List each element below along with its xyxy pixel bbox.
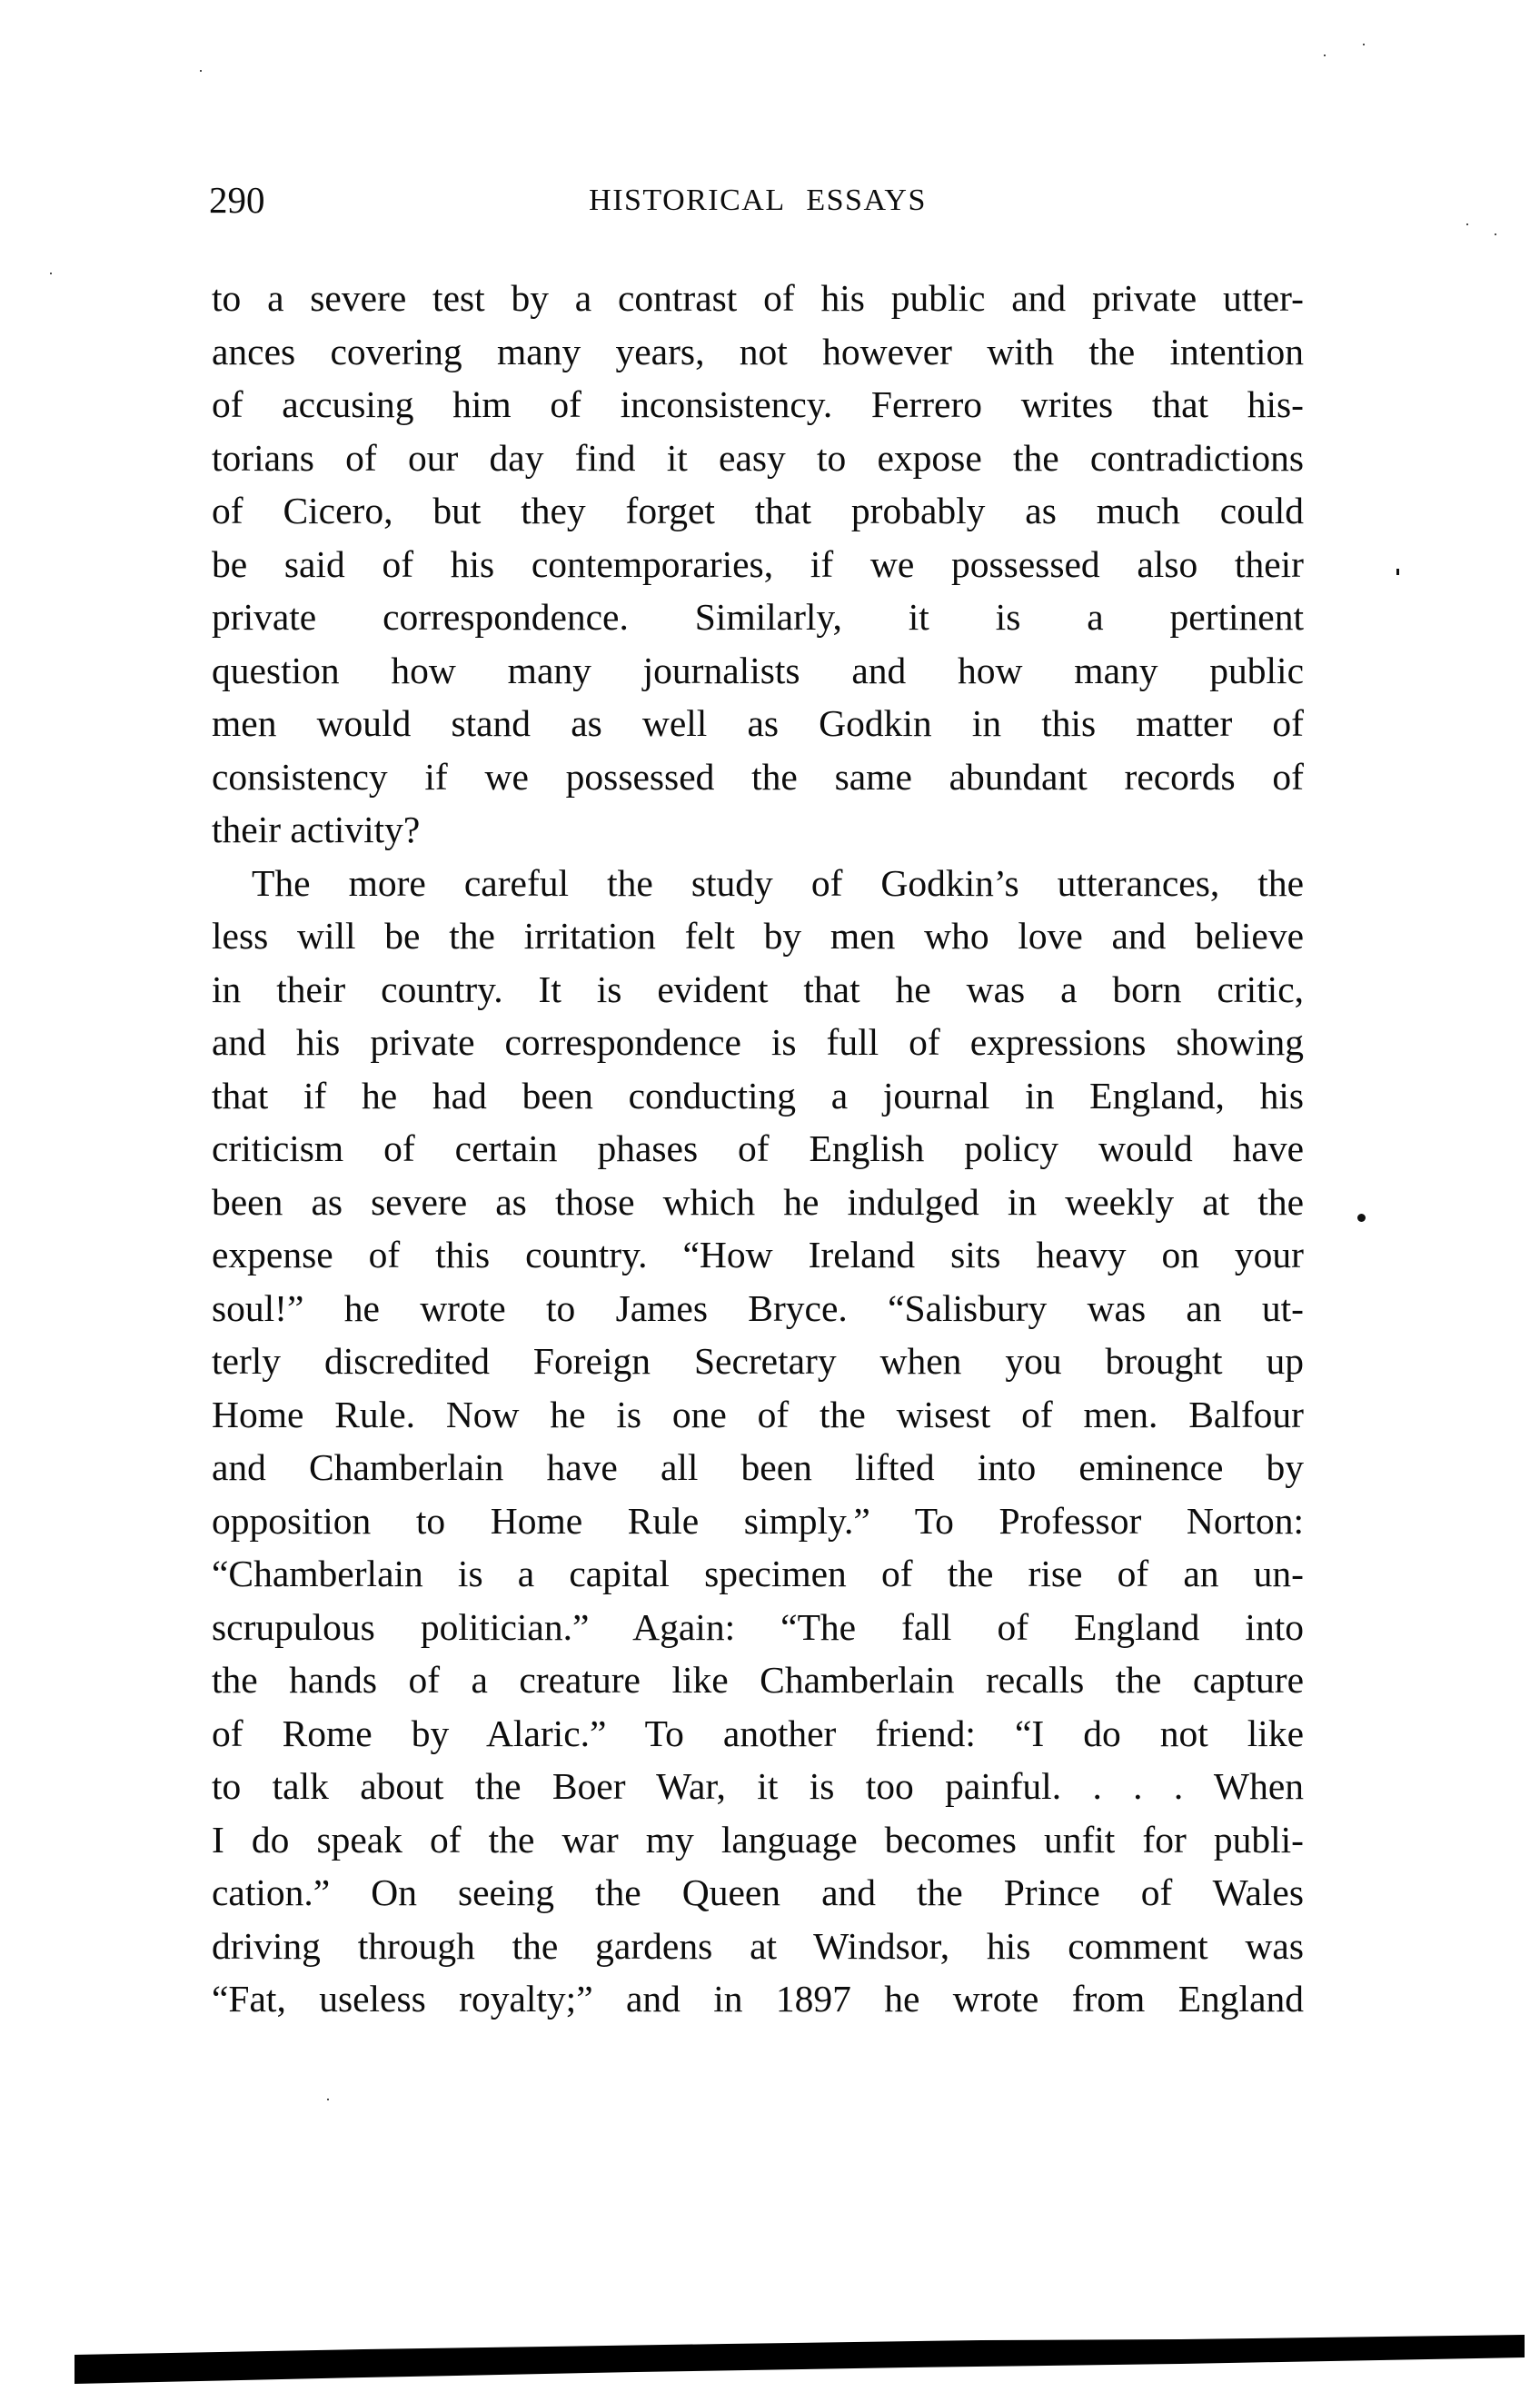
text-line: of Cicero, but they forget that probably as much could — [212, 490, 1304, 531]
text-line: scrupulous politician.” Again: “The fall of England into — [212, 1605, 1304, 1648]
text-line: and Chamberlain have all been lifted into eminence by — [212, 1446, 1304, 1488]
text-line: and his private correspondence is full of expressions showing — [212, 1021, 1304, 1063]
text-line: be said of his contemporaries, if we possessed also their — [212, 542, 1304, 585]
text-line: torians of our day find it easy to expose the contradictions — [212, 436, 1304, 479]
text-line: terly discredited Foreign Secretary when you brought up — [212, 1340, 1304, 1382]
scan-speck — [1357, 1214, 1366, 1222]
text-line: criticism of certain phases of English policy would have — [212, 1127, 1304, 1169]
text-line: cation.” On seeing the Queen and the Prince of Wales — [212, 1871, 1304, 1913]
text-line: consistency if we possessed the same abundant records of — [212, 755, 1304, 798]
text-line: opposition to Home Rule simply.” To Professor Norton: — [212, 1499, 1304, 1542]
text-line: been as severe as those which he indulged in weekly at the — [212, 1180, 1304, 1223]
text-line: the hands of a creature like Chamberlain recalls the capture — [212, 1659, 1304, 1701]
scan-speck — [1396, 569, 1399, 575]
text-line: of Rome by Alaric.” To another friend: “I do not like — [212, 1712, 1304, 1754]
text-line: of accusing him of inconsistency. Ferrero writes that his- — [212, 383, 1304, 425]
text-line: in their country. It is evident that he was a born critic, — [212, 968, 1304, 1010]
text-line: less will be the irritation felt by men who love and believe — [212, 915, 1304, 957]
running-head — [0, 0, 1540, 236]
text-line: The more careful the study of Godkin’s utterances, the — [252, 861, 1304, 904]
text-line: “Fat, useless royalty;” and in 1897 he wrote from England — [212, 1978, 1304, 2020]
black-bar-shape — [75, 2335, 1525, 2384]
text-line: I do speak of the war my language becomes unfit for publi- — [212, 1818, 1304, 1861]
text-line: their activity? — [212, 809, 421, 850]
scan-speck — [1324, 55, 1326, 56]
text-line: expense of this country. “How Ireland sits heavy on your — [212, 1234, 1304, 1275]
text-line: to talk about the Boer War, it is too painful. . . . When — [212, 1765, 1304, 1807]
text-line: to a severe test by a contrast of his public and private utter- — [212, 277, 1304, 319]
scan-speck — [327, 2099, 329, 2100]
text-line: “Chamberlain is a capital specimen of the rise of an un- — [212, 1553, 1304, 1594]
text-line: private correspondence. Similarly, it is a pertinent — [212, 596, 1304, 638]
text-line: men would stand as well as Godkin in this matter of — [212, 702, 1304, 744]
running-title: HISTORICAL ESSAYS — [589, 184, 927, 217]
page-number: 290 — [209, 179, 265, 221]
scan-speck — [1495, 233, 1496, 235]
text-line: question how many journalists and how many public — [212, 649, 1304, 691]
text-line: ances covering many years, not however with the intention — [212, 330, 1304, 372]
scan-speck — [200, 70, 202, 72]
scan-speck — [50, 273, 52, 274]
text-line: driving through the gardens at Windsor, his comment was — [212, 1924, 1304, 1967]
text-line: soul!” he wrote to James Bryce. “Salisbury was an ut- — [212, 1286, 1304, 1329]
scan-speck — [1363, 44, 1365, 45]
text-line: that if he had been conducting a journal in England, his — [212, 1074, 1304, 1117]
scan-speck — [1466, 223, 1468, 225]
text-line: Home Rule. Now he is one of the wisest of men. Balfour — [212, 1393, 1304, 1435]
